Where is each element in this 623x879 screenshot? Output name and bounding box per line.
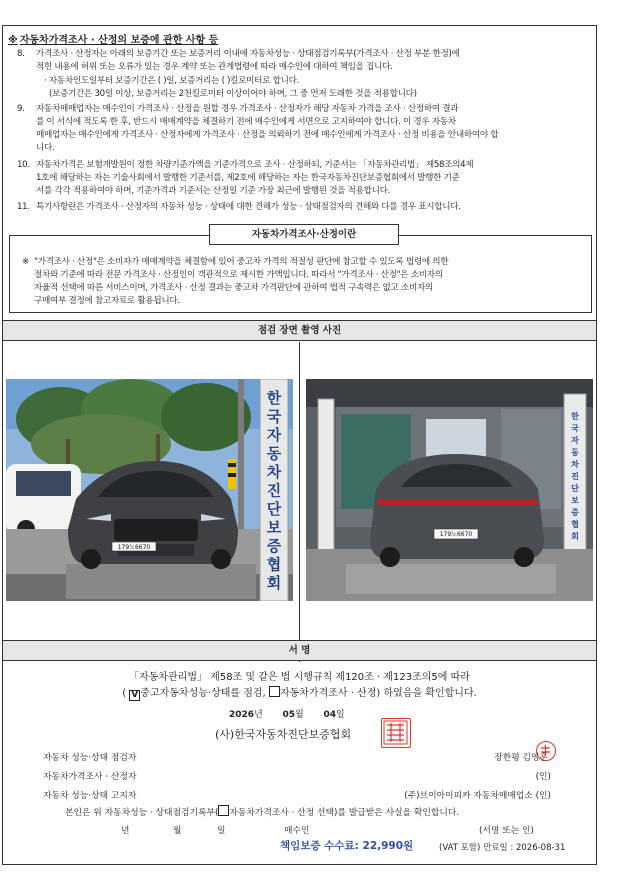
guarantee-heading: ※ 자동차가격조사 · 산정의 보증에 관한 사항 등 bbox=[8, 35, 219, 46]
photo-section-title: 점검 장면 촬영 사진 bbox=[3, 320, 596, 341]
confirmation-line: ( V 중고자동차성능·상태를 점검, 자동차가격조사 · 산정) 하였음을 확인합니다. bbox=[122, 688, 477, 700]
price-survey-checkbox[interactable] bbox=[269, 686, 280, 697]
association-seal bbox=[381, 718, 411, 748]
rear-inspection-photo bbox=[306, 379, 593, 601]
performance-check-checkbox[interactable]: V bbox=[129, 690, 140, 701]
photo-area bbox=[3, 342, 596, 662]
notifier-row: 자동차 성능·상태 고지자 (주)브이아이피카 자동차매매업소 (인) bbox=[43, 791, 551, 801]
guarantee-item-9: 9. 자동차매매업자는 매수인이 가격조사 · 산정을 원할 경우 가격조사 · 산정자가 해당 자동차 가격을 조사 · 산정하여 결과 를 이 서식에 적도록 한 후, 반드시 매매계약을 체결하기 전에 매수인에게 서면으로 고지하여야 합니다. 이 경우 자동차 매매업자는 매수인에게 가격조사 · 산정자에게 가격조사 · 산정을 의뢰하기 전에 매수인에게 가격조사 · 산정 비용을 안내하여야 합 니다. bbox=[17, 104, 499, 153]
signature-section-title: 서 명 bbox=[3, 640, 596, 661]
association-name: (사)한국자동차진단보증협회 bbox=[215, 728, 352, 741]
document-frame: ※ 자동차가격조사 · 산정의 보증에 관한 사항 등 8. 가격조사 · 산정자는 아래의 보증기간 또는 보증거리 이내에 자동차성능 · 상태점검기록부(가격조사 · 산정 부분 한정)에 적힌 내용에 허위 또는 오류가 있는 경우 계약 또는 관계법령에 따라 매수인에 대하여 책임을 집니다. · 자동차인도일부터 보증기간은 ( )일, 보증거리는 ( )킬로미터로 합니다. (보증기간은 30일 이상, 보증거리는 2천킬로미터 이상이어야 하며, 그 중 먼저 도래한 것을 적용합니다) 9. 자동차매매업자는 매수인이 가격조사 · 산정을 원할 경우 가격조사 · 산정자가 해당 자동차 가격을 조사 · 산정하여 결과 를 이 서식에 적도록 한 후, 반드시 매매계약을 체결하기 전에 매수인에게 서면으로 고지하여야 합니다. 이 경우 자동차 매매업자는 매수인에게 가격조사 · 산정자에게 가격조사 · 산정을 의뢰하기 전에 매수인에게 가격조사 · 산정 비용을 안내하여야 합 니다. 10. 자동차가격은 보험개발원이 정한 차량기준가액을 기준가격으로 조사 · 산정하되, 기준서는 「자동차관리법」 제58조의4제 1호에 해당하는 자는 기술사회에서 발행한 기준서를, 제2호에 해당하는 자는 한국자동차진단보증협회에서 발행한 기준 서를 각각 적용하여야 하며, 기준가격과 기준서는 산정일 기준 가장 최근에 발행된 것을 적용합니다. 11. 특기사항란은 가격조사 · 산정자의 자동차 성능 · 상태에 대한 견해가 성능 · 상태점검자의 견해와 다를 경우 표시합니다. ※ "가격조사 · 산정"은 소비자가 매매계약을 체결함에 있어 중고차 가격의 적절성 판단에 참고할 수 있도록 법령에 의한 절차와 기준에 따라 전문 가격조사 · 산정인이 객관적으로 제시한 가액입니다. 따라서 "가격조사 · 산정"은 소비자의 자율적 선택에 따른 서비스이며, 가격조사 · 산정 결과는 중고차 가격판단에 관하여 법적 구속력은 없고 소비자의 구매여부 결정에 참고자료로 활용됩니다. 자동차가격조사·산정이란 점검 장면 촬영 사진 179노6670 한 국 자 동 차 진 단 보 증 협 회 179노6670 한 국 자 동 차 진 단 보 증 협 회 서 명 「자동차관리법」 제58조 및 같은 법 시행규칙 제120조 · 제123조의5에 따라 ( V 중고자동차성능·상태를 점검, 자동차가격조사 · 산정) 하였음을 확인합니다. 2026년 05월 04일 (사)한국자동차진단보증협회 자동차 성능·상태 점검자 장한평 김영훈 자동차가격조사 · 산정자 (인) 자동차 성능·상태 고지자 (주)브이아이피카 자동차매매업소 (인) 본인은 위 자동차성능 · 상태점검기록부( 자동차가격조사 · 산정 선택)를 발급받은 사실을 확인합니다. 년 월 일 매수인 (서명 또는 인) 책임보증 수수료: 22,990원 (VAT 포함) 만료일 : 2026-08-31 bbox=[2, 25, 597, 865]
inspector-row: 자동차 성능·상태 점검자 장한평 김영훈 bbox=[43, 753, 548, 763]
receipt-price-survey-checkbox[interactable] bbox=[218, 805, 229, 816]
inspector-seal bbox=[536, 741, 556, 761]
guarantee-fee: 책임보증 수수료: 22,990원 bbox=[280, 840, 414, 852]
pillar-org-name: 한 국 자 동 차 진 단 보 증 협 회 bbox=[266, 389, 282, 592]
pillar-org-name: 한 국 자 동 차 진 단 보 증 협 회 bbox=[571, 412, 579, 541]
guarantee-item-8: 8. 가격조사 · 산정자는 아래의 보증기간 또는 보증거리 이내에 자동차성능 · 상태점검기록부(가격조사 · 산정 부분 한정)에 적힌 내용에 허위 또는 오류가 있는 경우 계약 또는 관계법령에 따라 매수인에 대하여 책임을 집니다. bbox=[17, 49, 460, 72]
guarantee-item-11: 11. 특기사항란은 가격조사 · 산정자의 자동차 성능 · 상태에 대한 견해가 성능 · 상태점검자의 견해와 다를 경우 표시합니다. bbox=[17, 202, 461, 212]
definition-title: 자동차가격조사·산정이란 bbox=[209, 224, 399, 245]
guarantee-item-10: 10. 자동차가격은 보험개발원이 정한 차량기준가액을 기준가격으로 조사 · 산정하되, 기준서는 「자동차관리법」 제58조의4제 1호에 해당하는 자는 기술사회에서 발행한 기준서를, 제2호에 해당하는 자는 한국자동차진단보증협회에서 발행한 기준 서를 각각 적용하여야 하며, 기준가격과 기준서는 산정일 기준 가장 최근에 발행된 것을 적용합니다. bbox=[17, 160, 474, 196]
sign-date: 2026년 05월 04일 bbox=[229, 710, 345, 720]
front-plate-text: 179노6670 bbox=[117, 544, 151, 551]
photo-divider bbox=[299, 342, 300, 662]
rear-plate-text: 179노6670 bbox=[439, 531, 473, 538]
definition-box: ※ "가격조사 · 산정"은 소비자가 매매계약을 체결함에 있어 중고차 가격의 적절성 판단에 참고할 수 있도록 법령에 의한 절차와 기준에 따라 전문 가격조사 · 산정인이 객관적으로 제시한 가액입니다. 따라서 "가격조사 · 산정"은 소비자의 자율적 선택에 따른 서비스이며, 가격조사 · 산정 결과는 중고차 가격판단에 관하여 법적 구속력은 없고 소비자의 구매여부 결정에 참고자료로 활용됩니다. bbox=[9, 235, 592, 313]
law-reference: 「자동차관리법」 제58조 및 같은 법 시행규칙 제120조 · 제123조의5에 따라 bbox=[129, 672, 470, 683]
front-inspection-photo bbox=[6, 379, 293, 601]
fee-note: (VAT 포함) 만료일 : 2026-08-31 bbox=[439, 843, 566, 853]
receipt-confirmation: 본인은 위 자동차성능 · 상태점검기록부( 자동차가격조사 · 산정 선택)를 발급받은 사실을 확인합니다. bbox=[65, 805, 459, 818]
price-surveyor-row: 자동차가격조사 · 산정자 (인) bbox=[43, 772, 551, 782]
guarantee-period-note: · 자동차인도일부터 보증기간은 ( )일, 보증거리는 ( )킬로미터로 합니다. (보증기간은 30일 이상, 보증거리는 2천킬로미터 이상이어야 하며, 그 중 먼저 도래한 것을 적용합니다) bbox=[44, 76, 417, 99]
